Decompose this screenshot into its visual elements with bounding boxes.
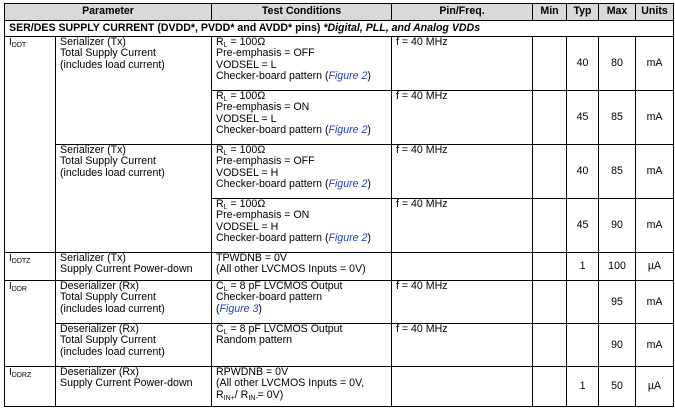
parameter-cell: Serializer (Tx) Supply Current Power-down	[56, 253, 212, 281]
typ-cell: 45	[567, 199, 599, 253]
max-cell: 50	[599, 367, 636, 407]
pin-cell: f = 40 MHz	[392, 145, 533, 199]
unit-cell: mA	[636, 37, 674, 91]
symbol-cell: $I_{DDTZ}$	[5, 253, 56, 281]
section-title: SER/DES SUPPLY CURRENT (DVDD*, PVDD* and AVDD* pins)	[9, 22, 324, 34]
typ-cell: 40	[567, 37, 599, 91]
table-row	[5, 145, 674, 199]
symbol-cell: $I_{DDRZ}$	[5, 367, 56, 407]
symbol-cell: $I_{DDT}$	[5, 37, 56, 253]
figure-link[interactable]: Figure 2	[328, 69, 368, 82]
typ-cell	[567, 281, 599, 324]
pin-cell: f = 40 MHz	[392, 37, 533, 91]
parameter-cell: Serializer (Tx) Total Supply Current (includes load current)	[56, 37, 212, 145]
section-subtitle: *Digital, PLL, and Analog VDDs	[323, 22, 481, 34]
unit-cell: µA	[636, 367, 674, 407]
min-cell	[533, 199, 567, 253]
max-cell: 90	[599, 324, 636, 367]
conditions-cell: TPWDNB = 0V (All other LVCMOS Inputs = 0V)	[212, 253, 392, 281]
conditions-cell: $R_L = 100\Omega$ Pre-emphasis = OFF VODSEL = H Checker-board pattern (Figure 2)	[212, 145, 392, 199]
figure-link[interactable]: Figure 2	[328, 123, 368, 136]
max-cell: 95	[599, 281, 636, 324]
min-cell	[533, 253, 567, 281]
section-heading	[5, 21, 674, 37]
conditions-cell: $C_L = 8$ pF LVCMOS Output Checker-board pattern (Figure 3)	[212, 281, 392, 324]
max-cell: 90	[599, 199, 636, 253]
figure-link[interactable]: Figure 2	[328, 231, 368, 244]
header-test-conditions: Test Conditions	[212, 4, 392, 21]
header-typ: Typ	[567, 4, 599, 21]
unit-cell: mA	[636, 91, 674, 145]
figure-link[interactable]: Figure 2	[328, 177, 368, 190]
pin-cell: f = 40 MHz	[392, 199, 533, 253]
typ-cell: 40	[567, 145, 599, 199]
min-cell	[533, 91, 567, 145]
min-cell	[533, 281, 567, 324]
parameter-cell: Serializer (Tx) Total Supply Current (includes load current)	[56, 145, 212, 253]
pin-cell: f = 40 MHz	[392, 91, 533, 145]
min-cell	[533, 324, 567, 367]
max-cell: 80	[599, 37, 636, 91]
table-row	[5, 37, 674, 91]
unit-cell: µA	[636, 253, 674, 281]
unit-cell: mA	[636, 199, 674, 253]
header-row	[5, 4, 674, 21]
unit-cell: mA	[636, 324, 674, 367]
max-cell: 85	[599, 145, 636, 199]
header-max: Max	[599, 4, 636, 21]
supply-current-table	[4, 3, 674, 407]
pin-cell: f = 40 MHz	[392, 324, 533, 367]
parameter-cell: Deserializer (Rx) Total Supply Current (includes load current)	[56, 281, 212, 324]
conditions-cell: $C_L = 8$ pF LVCMOS Output Random pattern	[212, 324, 392, 367]
min-cell	[533, 367, 567, 407]
conditions-cell: $R_L = 100\Omega$ Pre-emphasis = OFF VODSEL = L Checker-board pattern (Figure 2)	[212, 37, 392, 91]
conditions-cell: $R_L = 100\Omega$ Pre-emphasis = ON VODSEL = L Checker-board pattern (Figure 2)	[212, 91, 392, 145]
header-parameter: Parameter	[5, 4, 212, 21]
header-pin-freq: Pin/Freq.	[392, 4, 533, 21]
pin-cell: f = 40 MHz	[392, 281, 533, 324]
parameter-cell: Deserializer (Rx) Total Supply Current (includes load current)	[56, 324, 212, 367]
unit-cell: mA	[636, 281, 674, 324]
pin-cell	[392, 367, 533, 407]
conditions-cell: RPWDNB = 0V (All other LVCMOS Inputs = 0V, $R_{IN+}/$ $R_{IN-}= 0V$)	[212, 367, 392, 407]
min-cell	[533, 37, 567, 91]
table-row	[5, 281, 674, 324]
max-cell: 100	[599, 253, 636, 281]
pin-cell	[392, 253, 533, 281]
conditions-cell: $R_L = 100\Omega$ Pre-emphasis = ON VODSEL = H Checker-board pattern (Figure 2)	[212, 199, 392, 253]
typ-cell: 1	[567, 367, 599, 407]
section-row	[5, 21, 674, 37]
min-cell	[533, 145, 567, 199]
max-cell: 85	[599, 91, 636, 145]
figure-link[interactable]: Figure 3	[219, 302, 259, 315]
header-units: Units	[636, 4, 674, 21]
typ-cell	[567, 324, 599, 367]
header-min: Min	[533, 4, 567, 21]
table-row	[5, 324, 674, 367]
table-row	[5, 367, 674, 407]
table-row	[5, 253, 674, 281]
symbol-cell: $I_{DDR}$	[5, 281, 56, 367]
unit-cell: mA	[636, 145, 674, 199]
typ-cell: 1	[567, 253, 599, 281]
typ-cell: 45	[567, 91, 599, 145]
parameter-cell: Deserializer (Rx) Supply Current Power-down	[56, 367, 212, 407]
